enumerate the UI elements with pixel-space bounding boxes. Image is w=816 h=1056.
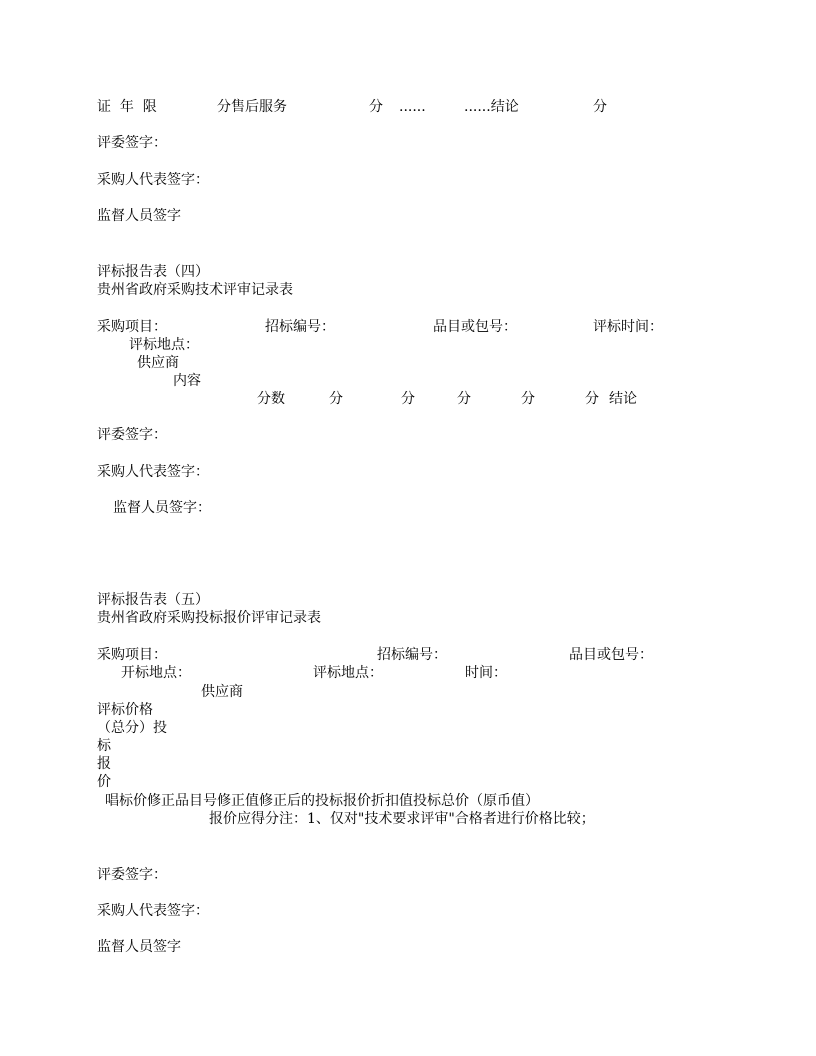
score-unit: 分 — [369, 99, 383, 115]
conclusion-label: ......结论 — [464, 99, 519, 115]
project-label: 采购项目： — [97, 647, 167, 663]
supplier-label: 供应商 — [137, 355, 179, 371]
buyer-signature: 采购人代表签字： — [97, 903, 209, 919]
jury-signature: 评委签字： — [97, 135, 167, 151]
eval-place-label: 评标地点： — [129, 337, 199, 353]
note-line: 报价应得分注：1、仅对"技术要求评审"合格者进行价格比较； — [209, 811, 595, 827]
conclusion-label: 结论 — [609, 391, 637, 407]
bid-number-label: 招标编号： — [377, 647, 447, 663]
eval-place-label: 评标地点： — [313, 665, 383, 681]
buyer-signature: 采购人代表签字： — [97, 464, 209, 480]
eval-time-label: 评标时间： — [593, 319, 663, 335]
warranty-label: 证 年 限 — [97, 99, 157, 115]
supplier-label: 供应商 — [201, 684, 243, 700]
bid-number-label: 招标编号： — [265, 319, 335, 335]
score-label: 分数 — [257, 391, 285, 407]
open-place-label: 开标地点： — [121, 665, 191, 681]
score-unit: 分 — [457, 391, 471, 407]
score-unit: 分 — [593, 99, 607, 115]
score-unit: 分 — [401, 391, 415, 407]
vertical-char: 标 — [97, 738, 111, 754]
section4-subtitle: 贵州省政府采购技术评审记录表 — [97, 282, 293, 298]
vertical-char: 价 — [97, 774, 111, 790]
content-label: 内容 — [173, 373, 201, 389]
item-label: 品目或包号： — [569, 647, 653, 663]
jury-signature: 评委签字： — [97, 427, 167, 443]
item-label: 品目或包号： — [433, 319, 517, 335]
ellipsis-1: ...... — [399, 99, 426, 115]
score-unit: 分 — [521, 391, 535, 407]
columns-line: 唱标价修正品目号修正值修正后的投标报价折扣值投标总价（原币值） — [105, 793, 539, 809]
vertical-char: 报 — [97, 756, 111, 772]
supervisor-signature: 监督人员签字 — [97, 939, 181, 955]
jury-signature: 评委签字： — [97, 867, 167, 883]
supervisor-signature: 监督人员签字 — [97, 208, 181, 224]
score-unit: 分 — [329, 391, 343, 407]
project-label: 采购项目： — [97, 319, 167, 335]
section5-title: 评标报告表（五） — [97, 592, 209, 608]
after-sales-label: 分售后服务 — [217, 99, 287, 115]
score-unit: 分 — [585, 391, 599, 407]
total-bid-label: （总分）投 — [97, 720, 167, 736]
section5-subtitle: 贵州省政府采购投标报价评审记录表 — [97, 610, 321, 626]
eval-price-label: 评标价格 — [97, 702, 153, 718]
buyer-signature: 采购人代表签字： — [97, 172, 209, 188]
supervisor-signature: 监督人员签字： — [113, 500, 211, 516]
time-label: 时间： — [465, 665, 507, 681]
section4-title: 评标报告表（四） — [97, 264, 209, 280]
